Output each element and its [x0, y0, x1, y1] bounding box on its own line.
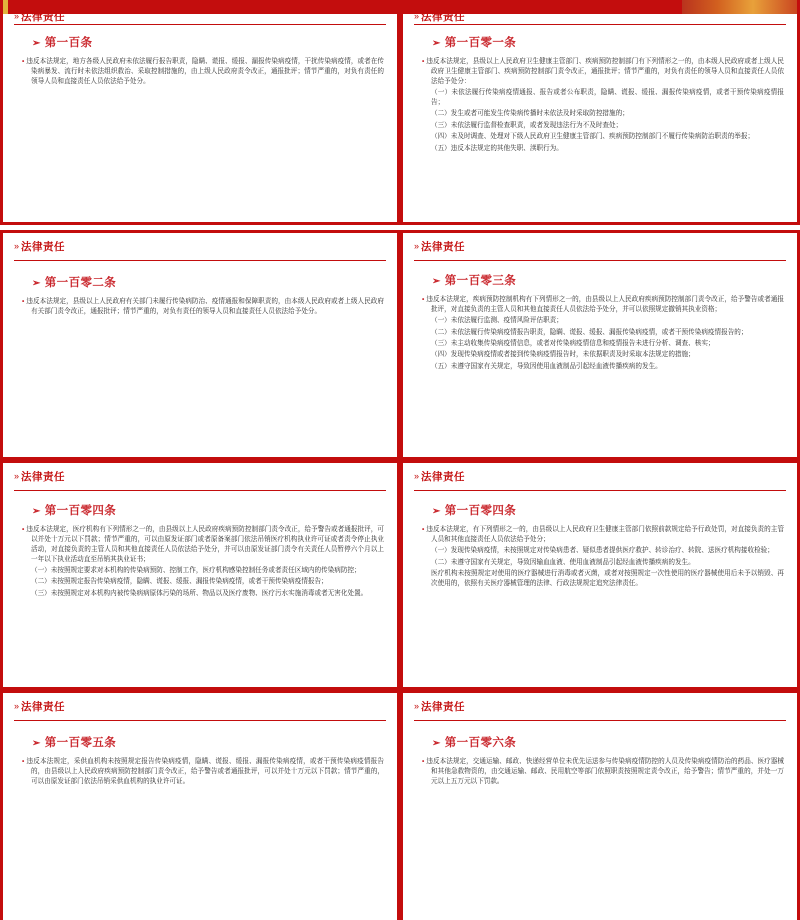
dot-bullet-icon: •: [422, 758, 425, 765]
dot-bullet-icon: •: [22, 526, 25, 533]
frame-top: [400, 690, 800, 693]
article-title: ➢ 第一百零五条: [32, 737, 117, 749]
paragraph: （二）未依法履行传染病疫情报告职责，隐瞒、谎报、缓报、漏报传染病疫情，或者干预传染病疫情报告的；: [431, 328, 748, 336]
slide-body: [422, 728, 784, 912]
chevron-right-icon: »: [14, 241, 18, 251]
dot-bullet-icon: •: [22, 758, 25, 765]
slide-header: [14, 239, 65, 254]
paragraph: • 违反本法规定，有下列情形之一的，由县级以上人民政府卫生健康主管部门依照前款规定给予行政处罚，对直接负责的主管人员和其他直接责任人员依法给予处分；: [422, 526, 784, 543]
paragraph: • 违反本法规定，采供血机构未按照规定报告传染病疫情，隐瞒、谎报、缓报、漏报传染病疫情，或者干预传染病疫情报告的，由县级以上人民政府疾病预防控制部门责令改正，给予警告或者通报批评，可以并处十万元以下罚款；情节严重的，可以由原发证部门依法吊销采供血机构的执业许可证。: [22, 758, 384, 785]
slide-1: [0, 0, 400, 225]
slide-body: [22, 498, 384, 682]
slide-6: [400, 460, 800, 690]
dot-bullet-icon: •: [22, 298, 25, 305]
frame-bottom: [0, 222, 400, 225]
slide-header: [14, 9, 65, 24]
slide-body: [422, 268, 784, 452]
slide-body: [22, 268, 384, 452]
frame-left: [0, 230, 3, 460]
paragraph: • 违反本法规定，县级以上人民政府有关部门未履行传染病防治、疫情通报和保障职责的，由本级人民政府或者上级人民政府有关部门责令改正，通报批评；情节严重的，对负有责任的领导人员和直接责任人员依法给予处分。: [22, 298, 384, 315]
slide-header: [414, 239, 465, 254]
slide-3: [0, 230, 400, 460]
chevron-right-icon: »: [14, 471, 18, 481]
frame-top: [0, 690, 400, 693]
slide-header: [414, 469, 465, 484]
dot-bullet-icon: •: [422, 58, 425, 65]
header-divider: [14, 24, 386, 25]
slide-header: [414, 699, 465, 714]
paragraph: （三）未依法履行监督检查职责，或者发现违法行为不及时查处；: [431, 121, 623, 129]
header-divider: [14, 720, 386, 721]
paragraph: （三）未主动收集传染病疫情信息，或者对传染病疫情信息和疫情报告未进行分析、调查、核实；: [431, 340, 715, 348]
frame-top: [0, 230, 400, 233]
paragraph: （四）发现传染病疫情或者接到传染病疫情报告时，未依据职责及时采取本法规定的措施；: [431, 351, 695, 359]
paragraph: （一）未依法履行传染病疫情通报、报告或者公布职责，隐瞒、谎报、缓报、漏报传染病疫情，或者干预传染病疫情报告；: [431, 89, 784, 107]
article-title: ➢ 第一百条: [32, 37, 93, 49]
diamond-bullet-icon: ➢: [32, 506, 41, 517]
frame-left: [400, 690, 403, 920]
paragraph: • 违反本法规定，医疗机构有下列情形之一的，由县级以上人民政府疾病预防控制部门责令改正，给予警告或者通报批评，可以并处十万元以下罚款；情节严重的，可以由原发证部门或者原备案部门依法吊销医疗机构执业许可证或者责令停止执业活动，对直接负责的主管人员和其他直接责任人员依法给予处分，并可以由原发证部门责令有关责任人员暂停六个月以上一年以下执业活动直至吊销其执业证书；: [22, 526, 384, 563]
frame-top: [400, 460, 800, 463]
header-title: 法律责任: [21, 471, 66, 483]
header-divider: [14, 490, 386, 491]
header-title: 法律责任: [421, 701, 466, 713]
dot-bullet-icon: •: [422, 526, 425, 533]
chevron-right-icon: »: [414, 701, 418, 711]
slide-2: [400, 0, 800, 225]
slide-body: [22, 34, 384, 217]
header-divider: [14, 260, 386, 261]
header-title: 法律责任: [421, 11, 466, 23]
paragraph: • 违反本法规定，交通运输、邮政、快递经营单位未优先运送参与传染病疫情防控的人员及传染病疫情防治的药品、医疗器械和其他急救物资的，由交通运输、邮政、民用航空等部门依照职责按照规定责令改正，给予警告；情节严重的，并处一万元以上五万元以下罚款。: [422, 758, 784, 785]
diamond-bullet-icon: ➢: [32, 278, 41, 289]
diamond-bullet-icon: ➢: [432, 276, 441, 287]
header-divider: [414, 24, 786, 25]
slide-body: [422, 498, 784, 682]
frame-left: [0, 460, 3, 690]
paragraph: （一）未依法履行监测、疫情风险评估职责；: [431, 317, 563, 325]
frame-top: [400, 230, 800, 233]
diamond-bullet-icon: ➢: [432, 506, 441, 517]
decorative-photo: [682, 0, 800, 14]
header-divider: [414, 720, 786, 721]
dot-bullet-icon: •: [22, 58, 25, 65]
slide-body: [22, 728, 384, 912]
diamond-bullet-icon: ➢: [32, 38, 41, 49]
slide-7: [0, 690, 400, 920]
chevron-right-icon: »: [414, 11, 418, 21]
diamond-bullet-icon: ➢: [32, 738, 41, 749]
article-title: ➢ 第一百零四条: [32, 505, 117, 517]
paragraph: （二）发生或者可能发生传染病传播时未依法及时采取防控措施的；: [431, 110, 629, 118]
frame-top: [0, 460, 400, 463]
paragraph: • 违反本法规定，疾病预防控制机构有下列情形之一的，由县级以上人民政府疾病预防控制部门责令改正，给予警告或者通报批评，对直接负责的主管人员和其他直接责任人员依法给予处分，并可以依照规定撤销其执业资格；: [422, 296, 784, 313]
chevron-right-icon: »: [14, 11, 18, 21]
article-title: ➢ 第一百零四条: [432, 505, 517, 517]
paragraph: 医疗机构未按照规定对使用的医疗器械进行消毒或者灭菌，或者对按照规定一次性使用的医疗器械使用后未予以销毁、再次使用的，依照有关医疗器械管理的法律、行政法规规定追究法律责任。: [431, 570, 784, 587]
header-title: 法律责任: [21, 11, 66, 23]
frame-left: [0, 690, 3, 920]
paragraph: （五）违反本法规定的其他失职、渎职行为。: [431, 144, 563, 152]
paragraph: （一）发现传染病疫情，未按照规定对传染病患者、疑似患者提供医疗救护、转诊治疗、转院、送医疗机构接收检验；: [431, 547, 774, 555]
slide-8: [400, 690, 800, 920]
header-title: 法律责任: [21, 241, 66, 253]
slide-4: [400, 230, 800, 460]
article-title: ➢ 第一百零三条: [432, 275, 517, 287]
article-title: ➢ 第一百零二条: [32, 277, 117, 289]
diamond-bullet-icon: ➢: [432, 38, 441, 49]
article-title: ➢ 第一百零六条: [432, 737, 517, 749]
frame-left: [400, 230, 403, 460]
diamond-bullet-icon: ➢: [432, 738, 441, 749]
chevron-right-icon: »: [14, 701, 18, 711]
dot-bullet-icon: •: [422, 296, 425, 303]
header-divider: [414, 260, 786, 261]
paragraph: （三）未按照规定对本机构内被传染病病原体污染的场所、物品以及医疗废物、医疗污水实施消毒或者无害化处置。: [31, 589, 368, 597]
paragraph: • 违反本法规定，县级以上人民政府卫生健康主管部门、疾病预防控制部门有下列情形之一的，由本级人民政府或者上级人民政府卫生健康主管部门、疾病预防控制部门责令改正，通报批评；情节严重的，对负有责任的领导人员和直接责任人员依法给予处分：: [422, 58, 784, 85]
paragraph: • 违反本法规定，地方各级人民政府未依法履行报告职责，隐瞒、谎报、缓报、漏报传染病疫情，干扰传染病疫情，或者在传染病暴发、流行时未依法组织救治、采取控制措施的，由上级人民政府责令改正，通报批评；情节严重的，对负有责任的领导人员和直接责任人员依法给予处分。: [22, 58, 384, 85]
header-title: 法律责任: [421, 241, 466, 253]
paragraph: （五）未遵守国家有关规定，导致因使用血液制品引起经血液传播疾病的发生。: [431, 362, 662, 370]
slide-5: [0, 460, 400, 690]
frame-left: [400, 0, 403, 225]
chevron-right-icon: »: [414, 241, 418, 251]
slide-header: [14, 469, 65, 484]
header-title: 法律责任: [421, 471, 466, 483]
paragraph: （二）未遵守国家有关规定，导致因输血血液、使用血液制品引起经血液传播疾病的发生。: [431, 558, 695, 566]
chevron-right-icon: »: [414, 471, 418, 481]
slide-header: [14, 699, 65, 714]
header-title: 法律责任: [21, 701, 66, 713]
header-divider: [414, 490, 786, 491]
paragraph: （二）未按照规定报告传染病疫情，隐瞒、谎报、缓报、漏报传染病疫情，或者干预传染病疫情报告；: [31, 578, 328, 586]
frame-bottom: [400, 222, 800, 225]
frame-left: [400, 460, 403, 690]
paragraph: （四）未及时调查、处理对下级人民政府卫生健康主管部门、疾病预防控制部门不履行传染病防治职责的举报；: [431, 133, 755, 141]
slide-header: [414, 9, 465, 24]
frame-left: [0, 0, 3, 225]
slide-body: [422, 34, 784, 217]
article-title: ➢ 第一百零一条: [432, 37, 517, 49]
paragraph: （一）未按照规定要求对本机构的传染病预防、控制工作，医疗机构感染控制任务或者责任区域内的传染病防控；: [31, 567, 361, 575]
